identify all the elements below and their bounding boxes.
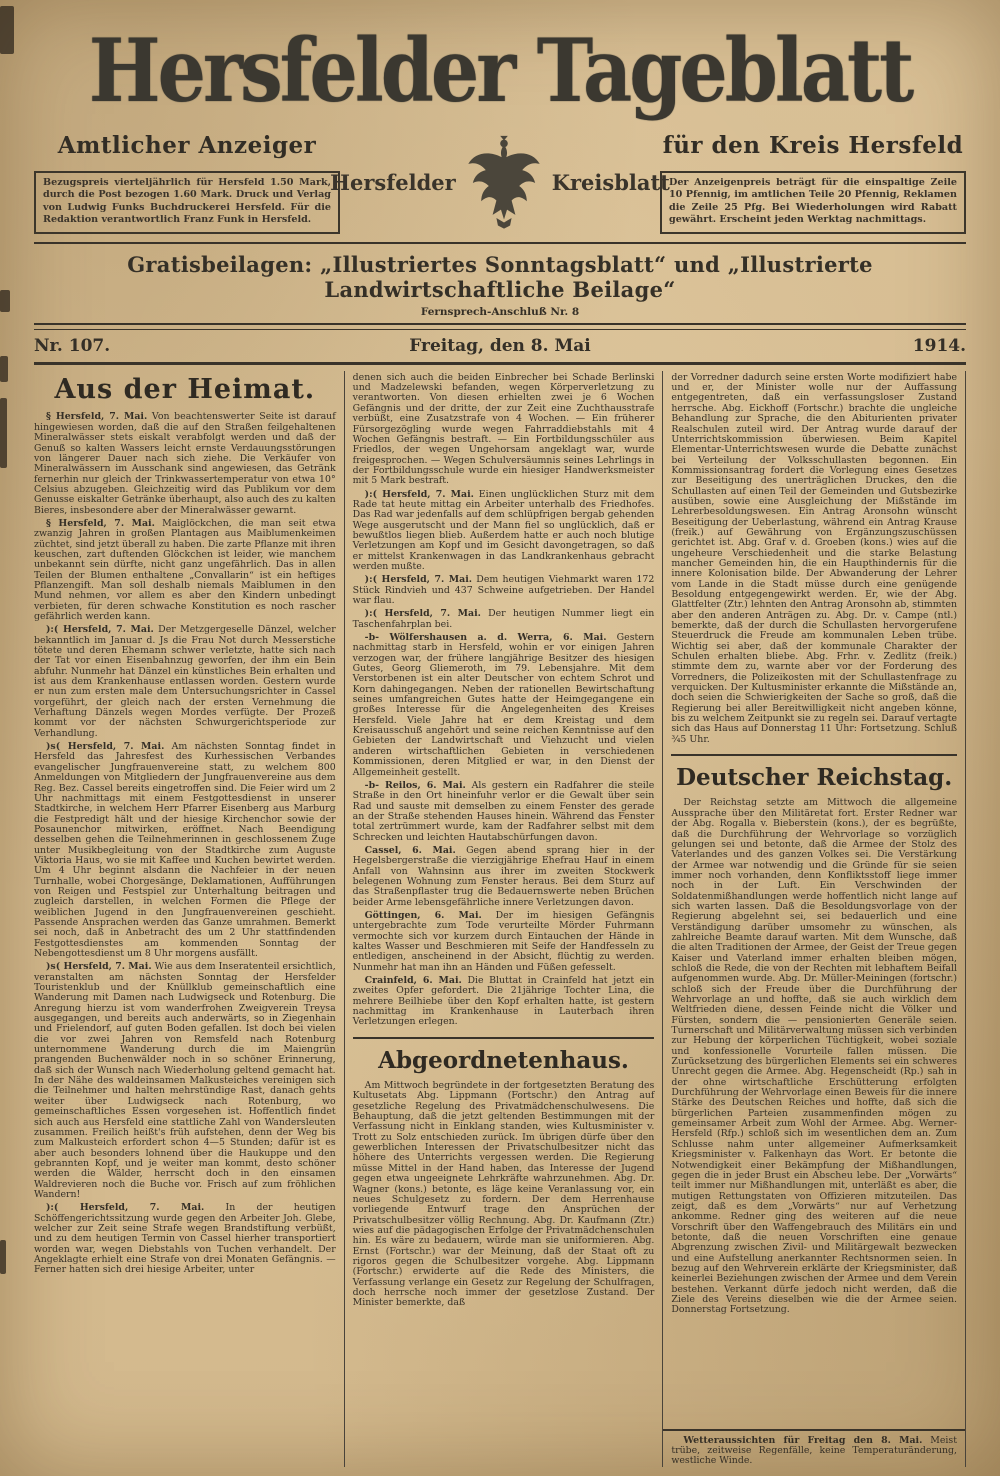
news-item: [34, 1203, 336, 1275]
news-item-text: denen sich auch die beiden Einbrecher bei Schade Berlinski und Madzelewski befanden, wegen Körperverletzung zu verantworten. Von diesen erhielten zwei je 6 Wochen Gefängnis und der dritte, der zur Zeit eine Zuchthausstrafe verbüßt, eine Zusatzstrafe von 4 Wochen. — Ein früherer Fürsorgezögling wurde wegen Fahrraddiebstahls mit 4 Wochen Gefängnis bestraft. — Ein Fortbildungsschüler aus Friedlos, der wegen Ungehorsam angeklagt war, wurde freigesprochen. — Wegen Schulversäumnis seines Lehrlings in der Fortbildungsschule wurde ein hiesiger Handwerksmeister mit 5 Mark bestraft.: [352, 371, 655, 487]
news-item-lead: § Hersfeld, 7. Mai.: [46, 411, 148, 423]
issue-number: Nr. 107.: [34, 335, 111, 356]
news-item: [353, 781, 655, 843]
page-edge-mark: [0, 290, 10, 312]
news-item: [353, 846, 655, 908]
news-item-text: der Vorredner dadurch seine ersten Worte modifiziert habe und er, der Minister wolle nur der Auffassung entgegentreten, daß ein verfassungsloser Zustand herrsche. Abg. Eickhoff (Fortschr.) brachte die ungleiche Behandlung zur Sprache, die den Abiturienten privater Realschulen zuteil wird. Der Antrag wurde darauf der Unterrichtskommission überwiesen. Beim Kapitel Elementar-Unterrichtswesen wurde die Debatte zunächst bei Verteilung der Volksschullasten begonnen. Ein Kommissionsantrag fordert die Vorlegung eines Gesetzes zur Beseitigung des unerträglichen Druckes, den die Schullasten auf einen Teil der Gemeinden und Gutsbezirke ausüben, sowie eine Ausgleichung der Mißstände im Lehrerbesoldungswesen. Ein Antrag Aronsohn wünscht Beseitigung der Ueberlastung, während ein Antrag Krause (freik.) auf Gewährung von Ergänzungszuschüssen gerichtet ist. Abg. Graf v. d. Groeben (kons.) wies auf die ungeheure Verschiedenheit und die starke Belastung mancher Gemeinden hin, die ein Haupthindernis für die innere Kolonisation bilde. Der Abwanderung der Lehrer vom Lande in die Stadt müsse durch eine genügende Besoldung entgegengewirkt werden. Er, wie der Abg. Glattfelter (Ztr.) lehnten den Antrag Aronsohn ab, stimmten aber den anderen Anträgen zu. Abg. Dr. v. Campe (ntl.) bemerkte, daß der durch die Schullasten hervorgerufene Steuerdruck die Freude am kommunalen Leben trübe. Wichtig sei aber, daß der kommunale Charakter der Schulen erhalten bliebe. Abg. Frhr. v. Zedlitz (freik.) stimmte dem zu, warnte aber vor der Forderung des Vorredners, die Polizeikosten mit der Schullastenfrage zu verquicken. Der Kultusminister erkannte die Mißstände an, doch seien die Schwierigkeiten der Sache so groß, daß die Regierung bei aller Bereitwilligkeit nicht angeben könne, bis zu welchem Zeitpunkt sie zu regeln sei. Darauf vertagte sich das Haus auf Donnerstag 11 Uhr: Fortsetzung. Schluß ¾5 Uhr.: [671, 371, 958, 745]
divider-double-rule: [34, 323, 966, 330]
news-item-text: Gestern nachmittag starb in Hersfeld, wohin er vor einigen Jahren verzogen war, der frühere langjährige Besitzer des hiesigen Gutes, Georg Gliemeroth, im 79. Lebensjahre. Mit dem Verstorbenen ist ein alter Deutscher von echtem Schrot und Korn dahingegangen. Neben der rationellen Bewirtschaftung seines umfangreichen Gutes hatte der Heimgegangene ein großes Interesse für die Angelegenheiten des Kreises Hersfeld. Viele Jahre hat er dem Kreistag und dem Kreisausschuß angehört und seine reichen Kenntnisse auf den Gebieten der Landwirtschaft und Viehzucht und vielen anderen wirtschaftlichen Gebieten in verschiedenen Kommissionen, deren Mitglied er war, in den Dienst der Allgemeinheit gestellt.: [352, 632, 655, 778]
masthead-left-block: [34, 132, 340, 234]
news-item-lead: )s( Hersfeld, 7. Mai.: [46, 961, 152, 973]
news-item: [34, 519, 336, 622]
news-item: [353, 490, 655, 573]
news-item-lead: Crainfeld, 6. Mai.: [364, 975, 462, 987]
column-2: [344, 371, 664, 1467]
weather-body: Meist trübe, zeitweise Regenfälle, keine Temperaturänderung, westliche Winde.: [671, 1434, 958, 1467]
news-item: [34, 742, 336, 959]
subtitle-left: Amtlicher Anzeiger: [57, 131, 317, 159]
news-item: [353, 1081, 655, 1309]
divider-rule: [34, 242, 966, 244]
news-item: [34, 412, 336, 515]
news-item-lead: Göttingen, 6. Mai.: [364, 909, 482, 921]
news-item-text: Einen unglücklichen Sturz mit dem Rade tat heute mittag ein Arbeiter unterhalb des Friedhofes. Das Rad war jedenfalls auf dem schlüpfrigen bergab gehenden Wege ausgerutscht und der Mann fiel so unglücklich, daß er bewußtlos liegen blieb. Außerdem hatte er auch noch blutige Verletzungen am Kopf und im Gesicht davongetragen, so daß er mittelst Krankenwagen in das Landkrankenhaus gebracht werden mußte.: [352, 488, 655, 572]
news-item: [353, 911, 655, 973]
emblem-word-left: Hersfelder: [330, 170, 456, 196]
section-divider: [671, 754, 957, 756]
news-item-text: Von beachtenswerter Seite ist darauf hingewiesen worden, daß die auf den Straßen feilgehaltenen Mineralwässer stets eiskalt verabfolgt werden und daß der Genuß so kalten Wassers leicht ernste Verdauungsstörungen von längerer Dauer nach sich ziehe. Die Verkäufer von Mineralwässern im Ausschank sind angewiesen, das Getränk fernerhin nur gleich der Trinkwassertemperatur von etwa 10° Celsius abzugeben. Gleichzeitig wird das Publikum vor dem Genusse eiskalter Getränke überhaupt, also auch des zu kalten Bieres, insbesondere aber der Mineralwässer gewarnt.: [34, 411, 336, 516]
news-item-text: Die Bluttat in Crainfeld hat jetzt ein zweites Opfer gefordert. Die 21jährige Tochter Lina, die mehrere Beilhiebe über den Kopf erhalten hatte, ist gestern nachmittag im Krankenhause in Lauterbach ihren Verletzungen erlegen.: [352, 975, 655, 1028]
news-item-lead: -b- Reilos, 6. Mai.: [364, 779, 466, 791]
news-item-text: Maiglöckchen, die man seit etwa zwanzig Jahren in großen Plantagen aus Maiblumenkeimen züchtet, sind jetzt überall zu haben. Die zarte Pflanze mit ihren keuschen, zart duftenden Glöckchen ist leider, wie manchem unbekannt sein dürfte, nicht ganz ungefährlich. Das in allen Teilen der Blumen enthaltene „Convallarin“ ist ein heftiges Pflanzengift. Man soll deshalb niemals Maiblumen in den Mund nehmen, vor allem es aber den Kindern unbedingt verbieten, für deren schwache Konstitution es noch rascher gefährlich werden kann.: [34, 517, 336, 623]
news-item-lead: ):( Hersfeld, 7. Mai.: [46, 1202, 205, 1214]
news-item-continuation: [671, 373, 957, 745]
news-item-lead: § Hersfeld, 7. Mai.: [46, 517, 155, 529]
weather-forecast: [663, 1429, 965, 1467]
weather-lead: Wetteraussichten für Freitag den 8. Mai.: [683, 1434, 923, 1446]
page-edge-mark: [0, 356, 8, 382]
article-columns: [34, 371, 966, 1467]
news-item-text: Der Reichstag setzte am Mittwoch die allgemeine Aussprache über den Militäretat fort. Erster Redner war der Abg. Rogalla v. Bieberstein (kons.), der es begrüßte, daß die Durchführung der Wehrvorlage so vorzüglich gelungen sei und betonte, daß die Armee der Stolz des Vaterlandes und des ganzen Volkes sei. Die Verstärkung der Armee war notwendig und die Gründe für sie seien immer noch vorhanden, denn Konfliktsstoff liege immer noch in der Luft. Ein Verschwinden der Soldatenmißhandlungen werde hoffentlich nicht lange auf sich warten lassen. Daß die Besoldungsvorlage von der Regierung abgelehnt sei, sei bedauerlich und eine Verständigung darüber umsomehr zu wünschen, als zahlreiche Beamte darauf warten. Mit dem Wunsche, daß die alten Traditionen der Armee, der Geist der Treue gegen Kaiser und Vaterland immer erhalten bleiben mögen, schloß die Rede, die von der Rechten mit lebhaftem Beifall aufgenommen wurde. Abg. Dr. Müller-Meiningen (fortschr.) schloß sich der Freude über die Durchführung der Wehrvorlage an und hoffte, daß sie auch wirklich dem Weltfrieden diene, dessen Feinde nicht die Völker und Fürsten, sondern die — pensionierten Generäle seien. Turnerschaft und Militärverwaltung müssen sich verbinden zur Hebung der körperlichen Tüchtigkeit, wobei soziale und konfessionelle Vorurteile fallen müssen. Die Zurücksetzung des bürgerlichen Elements sei ein schweres Unrecht gegen die Armee. Abg. Hegenscheidt (Rp.) sah in der ohne wirtschaftliche Erschütterung erfolgten Durchführung der Wehrvorlage einen Beweis für die innere Stärke des Deutschen Reiches und hoffte, daß sich die bürgerlichen Parteien zusammenfinden mögen zu gemeinsamer Arbeit zum Wohl der Armee. Abg. Werner-Hersfeld (Rfp.) schloß sich im wesentlichen dem an. Zum Schlusse nahm unter allgemeiner Aufmerksamkeit Kriegsminister v. Falkenhayn das Wort. Er betonte die Notwendigkeit einer Bekämpfung der Mißhandlungen, gegen die in jeder Brust ein Abscheu lebe. Der „Vorwärts“ teilt immer nur Mißhandlungen mit, unterläßt es aber, die mutigen Rettungstaten von Offizieren mitzuteilen. Das zeigt, daß es dem „Vorwärts“ nur auf Verhetzung ankomme. Redner ging des weiteren auf die neue Vorschrift über den Waffengebrauch des Militärs ein und betonte, daß die neuen Vorschriften eine genaue Abgrenzung zwischen Zivil- und Militärgewalt bezwecken und eine Aufstellung anerkannter Rechtsnormen seien. In bezug auf den Wehrverein erklärte der Kriegsminister, daß keinerlei Beziehungen zwischen der Armee und dem Verein bestehen. Verkannt dürfe jedoch nicht werden, daß die Ziele des Vereins dieselben wie die der Armee seien. Donnerstag Fortsetzung.: [671, 797, 958, 1316]
section-divider: [353, 1037, 655, 1039]
supplements-banner: [34, 252, 966, 318]
news-item-lead: ):( Hersfeld, 7. Mai.: [364, 488, 474, 500]
news-item-lead: ):( Hersfeld, 7. Mai.: [364, 608, 481, 620]
subscription-price-box: Bezugspreis vierteljährlich für Hersfeld 1.50 Mark, durch die Post bezogen 1.60 Mark. Druck und Verlag von Ludwig Funks Buchdruckerei Hersfeld. Für die Redaktion verantwortlich Franz Funk in Hersfeld.: [34, 171, 340, 234]
news-item-continuation: [353, 373, 655, 487]
news-item-lead: -b- Wölfershausen a. d. Werra, 6. Mai.: [364, 632, 607, 644]
news-item-text: Als gestern ein Radfahrer die steile Straße in den Ort hineinfuhr verlor er die Gewalt über sein Rad und sauste mit demselben zu einem Fenster des gerade an der Straße stehenden Hauses hinein. Während das Fenster total zertrümmert wurde, kam der Radfahrer selbst mit dem Schrecken und leichten Hautabschürfungen davon.: [352, 779, 655, 843]
news-item: [353, 609, 655, 630]
emblem-group: [330, 132, 670, 234]
page-edge-mark: [0, 1240, 6, 1274]
masthead-right-block: [660, 132, 966, 234]
news-item: [671, 798, 957, 1315]
news-item-text: Der im hiesigen Gefängnis untergebrachte zum Tode verurteilte Mörder Fuhrmann vermochte sich vor kurzem durch Eintauchen der Hände in kaltes Wasser und Beschmieren mit Seife der Handfesseln zu entledigen, anscheinend in der Absicht, flüchtig zu werden. Nunmehr hat man ihn an Händen und Füßen gefesselt.: [352, 909, 655, 973]
news-item-lead: ):( Hersfeld, 7. Mai.: [364, 574, 473, 586]
news-item: [34, 962, 336, 1200]
dateline: [34, 336, 966, 356]
news-item-text: Am Mittwoch begründete in der fortgesetzten Beratung des Kultusetats Abg. Lippmann (Fortschr.) den Antrag auf gesetzliche Regelung des Privatmädchenschulwesens. Die Behauptung, daß die jetzt geltenden Bestimmungen mit der Verfassung nicht in Einklang standen, wies Kultusminister v. Trott zu Solz entschieden zurück. Im übrigen dürfe über den gewerblichen Interessen der Privatschulbesitzer nicht das höhere des Unterrichts vergessen werden. Die Regierung müsse Mittel in der Hand haben, das Interesse der Jugend gegen etwa ungeeignete Lehrkräfte wahrzunehmen. Abg. Dr. Wagner (kons.) betonte, es läge keine Veranlassung vor, ein neues Schulgesetz zu fordern. Der dem Herrenhause vorliegende Entwurf trage den Ansprüchen der Privatschulbesitzer völlig Rechnung. Abg. Dr. Kaufmann (Ztr.) wies auf die pädagogischen Erfolge der Privatmädchenschulen hin. Es wäre zu bedauern, würde man sie uniformieren. Abg. Ernst (Fortschr.) war der Meinung, daß der Staat oft zu rigoros gegen die Schulbesitzer vorgehe. Abg. Lippmann (Fortschr.) erwiderte auf die Rede des Ministers, die Verfassung verlange ein Gesetz zur Regelung der Schulfragen, doch herrsche noch immer der gesetzlose Zustand. Der Minister bemerkte, daß: [352, 1080, 655, 1309]
telephone-number: Fernsprech-Anschluß Nr. 8: [420, 305, 580, 318]
page-edge-mark: [0, 6, 14, 54]
news-item: [353, 633, 655, 778]
subtitle-right: für den Kreis Hersfeld: [662, 131, 964, 159]
news-item-text: Am nächsten Sonntag findet in Hersfeld das Jahresfest des Kurhessischen Verbandes evangelischer Jungfrauenvereine statt, zu welchem 800 Anmeldungen von Mitgliedern der Jungfrauenvereine aus dem Reg. Bez. Cassel bereits eingetroffen sind. Die Feier wird um 2 Uhr nachmittags mit einem Festgottesdienst in unserer Stadtkirche, in welchem Herr Pfarrer Eisenberg aus Marburg die Festpredigt hält und der hiesige Kirchenchor sowie der Posaunenchor mitwirken, eröffnet. Nach Beendigung desselben gehen die Teilnehmerinnen in geschlossenem Zuge unter Musikbegleitung von der Stadtkirche zum Auguste Viktoria Haus, wo sie mit Kaffee und Kuchen bewirtet werden. Um 4 Uhr beginnt alsdann die Nachfeier in der neuen Turnhalle, wobei Chorgesänge, Deklamationen, Aufführungen von Reigen und Festspiel zur Unterhaltung beitragen und zugleich darstellen, in welchen Formen die Pflege der weiblichen Jugend in den Jungfrauenvereinen geschieht. Passende Ansprachen werden das Ganze umrahmen. Bemerkt sei noch, daß in Anbetracht des um 2 Uhr stattfindenden Festgottesdienstes am kommenden Sonntag der Nebengottesdienst um 8 Uhr morgens ausfällt.: [34, 741, 336, 960]
divider-thick-rule: [34, 362, 966, 365]
news-item-text: Gegen abend sprang hier in der Hegelsbergerstraße die vierzigjährige Ehefrau Hauf in einem Anfall von Wahnsinn aus ihrer im zweiten Stockwerk belegenen Wohnung zum Fenster heraus. Bei dem Sturz auf das Straßenpflaster trug die Bedauernswerte neben Brüchen beider Arme lebensgefährliche innere Verletzungen davon.: [352, 844, 655, 908]
advertising-price-box: Der Anzeigenpreis beträgt für die einspaltige Zeile 10 Pfennig, im amtlichen Teile 20 Pfennig, Reklamen die Zeile 25 Pfg. Bei Wiederholungen wird Rabatt gewährt. Erscheint jeden Werktag nachmittags.: [660, 171, 966, 234]
page-edge-mark: [0, 398, 7, 468]
section-heading-deutscher-reichstag: Deutscher Reichstag.: [676, 764, 953, 792]
masthead: [0, 20, 1000, 234]
news-item-lead: ):( Hersfeld, 7. Mai.: [46, 624, 154, 636]
news-item: [34, 625, 336, 739]
news-item: [353, 575, 655, 606]
imperial-eagle-icon: [466, 132, 542, 234]
news-item-text: Wie aus dem Inseratenteil ersichtlich, veranstalten am nächsten Sonntag der Hersfelder Touristenklub und der Knüllklub gemeinschaftlich eine Wanderung mit Damen nach Ludwigseck und Rotenburg. Die Anregung hierzu ist vom wanderfrohen Zweigverein Treysa ausgegangen, und bereits auch anderwärts, so in Ziegenhain und Frielendorf, auf guten Boden gefallen. Ist doch bei vielen die vor zwei Jahren von Remsfeld nach Rotenburg unternommene Wanderung durch die im Maiengrün prangenden Buchenwälder noch in so schöner Erinnerung, daß sich der Wunsch nach Wiederholung geltend gemacht hat. In der Nähe des waldeinsamen Malkusteiches vereinigen sich die Teilnehmer und halten mehrstündige Rast, danach gehts weiter über Ludwigseck nach Rotenburg, wo gemeinschaftliches Essen vorgesehen ist. Hoffentlich findet sich auch aus Hersfeld eine stattliche Zahl von Wandersleuten zusammen. Freilich heißt's früh aufstehen, denn der Weg bis zum Malkusteich erfordert schon 4—5 Stunden; dafür ist es aber auch besonders lohnend über die Haukuppe und den gebrannten Kopf, und je weiter man kommt, desto schöner werden die Wälder, herrscht doch in den einsamen Waldrevieren noch die Buche vor. Frisch auf zum fröhlichen Wandern!: [34, 961, 336, 1200]
column-3-body: [663, 371, 965, 1422]
column-1: [34, 371, 344, 1467]
issue-year: 1914.: [912, 335, 967, 356]
supplements-text: Gratisbeilagen: „Illustriertes Sonntagsblatt“ und „Illustrierte Landwirtschaftliche Beilage“: [127, 251, 873, 302]
weather-text: [671, 1436, 957, 1467]
section-heading-abgeordnetenhaus: Abgeordnetenhaus.: [378, 1046, 629, 1074]
section-heading-aus-der-heimat: Aus der Heimat.: [54, 373, 316, 405]
column-3: [663, 371, 966, 1467]
news-item-text: Der heutigen Nummer liegt ein Taschenfahrplan bei.: [352, 608, 655, 630]
news-item-lead: )s( Hersfeld, 7. Mai.: [46, 741, 165, 753]
news-item-lead: Cassel, 6. Mai.: [364, 844, 456, 856]
news-item-text: Der Metzgergeselle Dänzel, welcher bekanntlich im Januar d. Js die Frau Not durch Messerstiche tötete und deren Ehemann schwer verletzte, hatte sich nach der Tat vor einen Eisenbahnzug geworfen, der ihm ein Bein abfuhr. Nunmehr hat Dänzel ein künstliches Bein erhalten und ist aus dem Krankenhause entlassen worden. Gestern wurde er nun zum ersten male dem Untersuchungsrichter in Cassel vorgeführt, der gleich nach der ersten Vernehmung die Verhaftung Dänzels wegen Mordes verfügte. Der Prozeß kommt vor der nächsten Schwurgerichtsperiode zur Verhandlung.: [34, 624, 336, 739]
issue-date: Freitag, den 8. Mai: [409, 335, 591, 356]
masthead-middle: [34, 132, 966, 234]
news-item: [353, 976, 655, 1028]
emblem-word-right: Kreisblatt: [551, 170, 670, 196]
news-item-text: Dem heutigen Viehmarkt waren 172 Stück Rindvieh und 437 Schweine aufgetrieben. Der Handel war flau.: [352, 574, 655, 607]
masthead-title: Hersfelder Tageblatt: [88, 20, 912, 122]
news-item-text: In der heutigen Schöffengerichtssitzung wurde gegen den Arbeiter Joh. Glebe, welcher zur Zeit seine Strafe wegen Brandstiftung verbüßt, und zu dem heutigen Termin von Cassel hierher transportiert worden war, wegen Diebstahls von Tuchen verhandelt. Der Angeklagte erhielt eine Strafe von drei Monaten Gefängnis. — Ferner hatten sich drei hiesige Arbeiter, unter: [34, 1202, 336, 1276]
